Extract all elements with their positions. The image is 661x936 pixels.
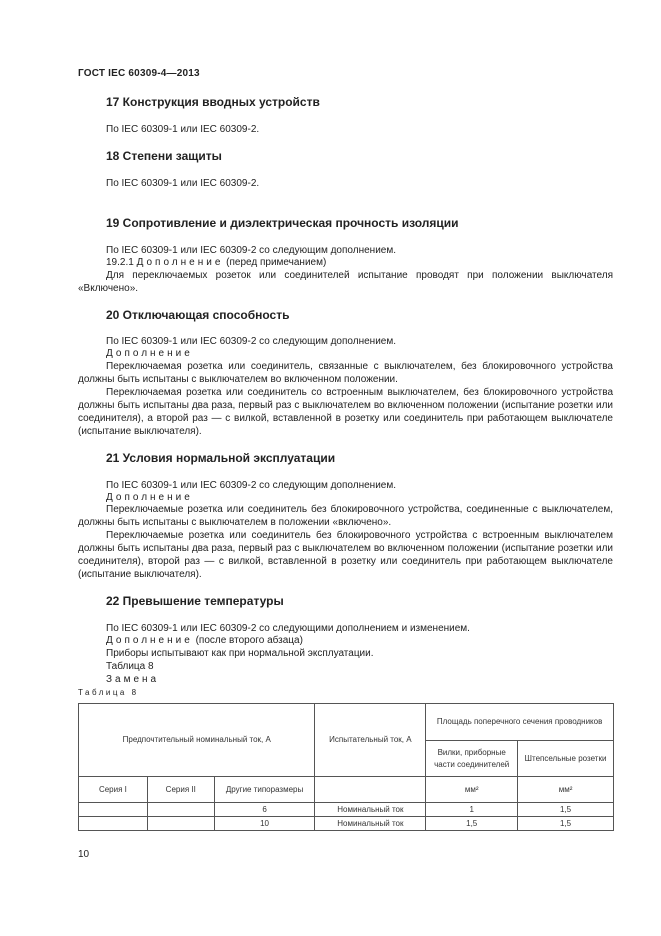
table-8 [78,703,614,831]
section-17-title: 17 Конструкция вводных устройств [106,95,320,109]
table-row [79,803,614,817]
header-blank [315,777,426,803]
section-20-p3: Переключаемая розетка или соединитель, связанные с выключателем, без блокировочного устройства должны быть испытаны с выключателем во включенном положении. [78,361,613,385]
cell-sockets: 1,5 [518,817,614,831]
section-21-addition-label: Дополнение [106,492,193,503]
header-series-2: Серия II [147,777,214,803]
section-21-p1: По IEC 60309-1 или IEC 60309-2 со следующим дополнением. [106,480,396,491]
section-21-title: 21 Условия нормальной эксплуатации [106,451,336,465]
header-preferred-current: Предпочтительный номинальный ток, А [79,704,315,777]
section-22-p4: Таблица 8 [106,661,154,672]
section-20-title: 20 Отключающая способность [106,308,290,322]
addition-label: Дополнение [136,257,224,268]
section-22-title: 22 Превышение температуры [106,594,284,608]
cell-series-2 [147,817,214,831]
cell-series-1 [79,803,148,817]
cell-other: 6 [214,803,315,817]
cell-other: 10 [214,817,315,831]
header-cross-section: Площадь поперечного сечения проводников [426,704,614,741]
unit-plugs: мм² [426,777,518,803]
section-18-title: 18 Степени защиты [106,149,222,163]
section-17-text: По IEC 60309-1 или IEC 60309-2. [106,124,260,135]
section-22-p3: Приборы испытывают как при нормальной эксплуатации. [106,648,374,659]
header-sockets: Штепсельные розетки [518,741,614,777]
header-plugs: Вилки, приборные части соединителей [426,741,518,777]
cell-plugs: 1 [426,803,518,817]
table-row [79,817,614,831]
header-other-sizes: Другие типоразмеры [214,777,315,803]
cell-series-1 [79,817,148,831]
cell-test: Номинальный ток [315,803,426,817]
cell-sockets: 1,5 [518,803,614,817]
section-19-title: 19 Сопротивление и диэлектрическая прочность изоляции [106,216,459,230]
header-series-1: Серия I [79,777,148,803]
unit-sockets: мм² [518,777,614,803]
page-number: 10 [78,849,90,860]
cell-plugs: 1,5 [426,817,518,831]
addition-note: (после второго абзаца) [195,635,303,646]
section-22-p1: По IEC 60309-1 или IEC 60309-2 со следующими дополнением и изменением. [106,623,470,634]
cell-test: Номинальный ток [315,817,426,831]
addition-label: Дополнение [106,635,193,646]
section-20-p4: Переключаемая розетка или соединитель со встроенным выключателем, без блокировочного устройства должны быть испытаны два раза, первый раз с выключателем во включенном положении (испытание розетки или соединителя), а второй раз — с вилкой, вставленной в розетку или соединитель при работающем выключателе (испытание выключателя). [78,387,613,437]
section-20-addition-label: Дополнение [106,348,193,359]
section-19-p2 [106,256,326,269]
table-caption: Таблица 8 [78,688,139,697]
section-22-p2 [106,634,303,647]
section-20-p1: По IEC 60309-1 или IEC 60309-2 со следующим дополнением. [106,336,396,347]
section-21-p4: Переключаемые розетка или соединитель без блокировочного устройства с встроенным выключателем должны быть испытаны два раза, первый раз с выключателем во включенном положении (испытание розетки или соединителя), второй раз — с вилкой, вставленной в розетку или соединитель при работающем выключателе (испытание выключателя). [78,530,613,580]
header-test-current: Испытательный ток, А [315,704,426,777]
cell-series-2 [147,803,214,817]
section-19-p1: По IEC 60309-1 или IEC 60309-2 со следующим дополнением. [106,245,396,256]
section-22-replacement-label: Замена [106,674,160,685]
addition-note: (перед примечанием) [226,257,327,268]
clause-number: 19.2.1 [106,257,134,268]
section-18-text: По IEC 60309-1 или IEC 60309-2. [106,178,260,189]
section-19-p3: Для переключаемых розеток или соединителей испытание проводят при положении выключателя «Включено». [78,270,613,294]
section-21-p3: Переключаемые розетка или соединитель без блокировочного устройства, соединенные с выключателем, должны быть испытаны с выключателем в положении «включено». [78,504,613,528]
document-header: ГОСТ IEC 60309-4—2013 [78,68,200,79]
